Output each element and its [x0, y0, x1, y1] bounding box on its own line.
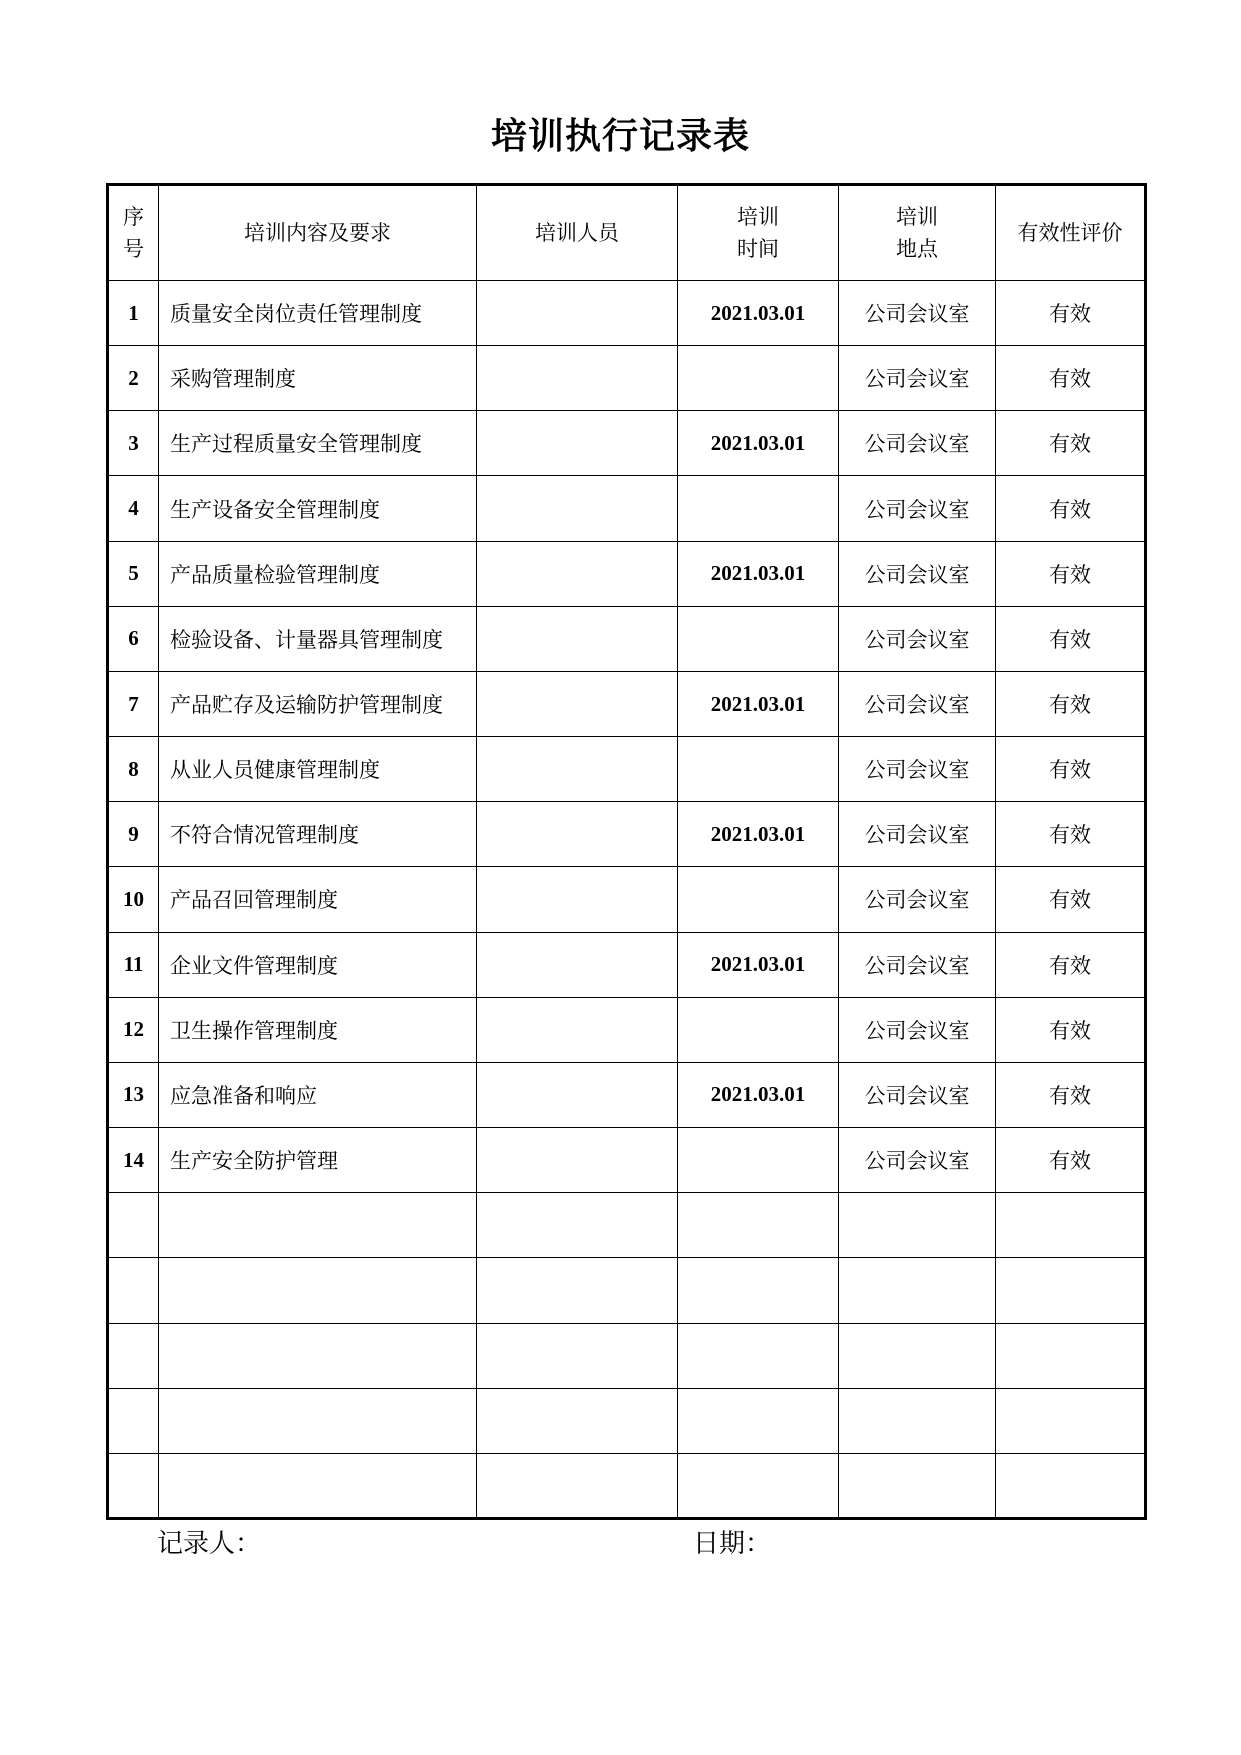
cell-content: 采购管理制度: [159, 346, 477, 411]
cell-time: [678, 1453, 839, 1518]
cell-content: [159, 1388, 477, 1453]
cell-time: [678, 1388, 839, 1453]
cell-place: [839, 1388, 996, 1453]
header-content: 培训内容及要求: [159, 185, 477, 281]
cell-people: [477, 476, 678, 541]
table-row: [108, 1062, 1146, 1127]
header-eval: 有效性评价: [996, 185, 1146, 281]
cell-time: [678, 346, 839, 411]
cell-eval: [996, 1453, 1146, 1518]
cell-time: 2021.03.01: [678, 541, 839, 606]
table-row: [108, 541, 1146, 606]
cell-people: [477, 1193, 678, 1258]
cell-eval: 有效: [996, 541, 1146, 606]
cell-eval: 有效: [996, 867, 1146, 932]
cell-content: 检验设备、计量器具管理制度: [159, 606, 477, 671]
header-place-line-2: 地点: [896, 237, 938, 261]
cell-people: [477, 541, 678, 606]
cell-people: [477, 1258, 678, 1323]
cell-eval: 有效: [996, 997, 1146, 1062]
cell-place: 公司会议室: [839, 932, 996, 997]
table-row: [108, 476, 1146, 541]
cell-no: 14: [108, 1128, 159, 1193]
table-row: [108, 671, 1146, 736]
table-row: [108, 1128, 1146, 1193]
cell-content: [159, 1193, 477, 1258]
cell-place: 公司会议室: [839, 606, 996, 671]
cell-content: 产品质量检验管理制度: [159, 541, 477, 606]
cell-content: 从业人员健康管理制度: [159, 737, 477, 802]
cell-content: 应急准备和响应: [159, 1062, 477, 1127]
cell-eval: 有效: [996, 802, 1146, 867]
cell-content: 质量安全岗位责任管理制度: [159, 281, 477, 346]
cell-time: [678, 1193, 839, 1258]
cell-people: [477, 932, 678, 997]
cell-people: [477, 1453, 678, 1518]
cell-content: 生产过程质量安全管理制度: [159, 411, 477, 476]
cell-no: 7: [108, 671, 159, 736]
header-no-line-2: 号: [123, 237, 144, 261]
cell-content: [159, 1258, 477, 1323]
recorder-label: 记录人：: [157, 1529, 262, 1559]
table-row: [108, 1388, 1146, 1453]
cell-people: [477, 281, 678, 346]
table-row: [108, 737, 1146, 802]
cell-place: 公司会议室: [839, 802, 996, 867]
header-people: 培训人员: [477, 185, 678, 281]
cell-eval: [996, 1193, 1146, 1258]
header-place: [839, 185, 996, 281]
cell-no: 8: [108, 737, 159, 802]
cell-content: 生产安全防护管理: [159, 1128, 477, 1193]
cell-time: 2021.03.01: [678, 932, 839, 997]
table-row: [108, 346, 1146, 411]
cell-eval: 有效: [996, 932, 1146, 997]
cell-eval: 有效: [996, 1128, 1146, 1193]
page-title: 培训执行记录表: [490, 116, 750, 157]
cell-eval: 有效: [996, 606, 1146, 671]
cell-place: 公司会议室: [839, 867, 996, 932]
cell-eval: 有效: [996, 411, 1146, 476]
cell-eval: 有效: [996, 281, 1146, 346]
cell-time: 2021.03.01: [678, 281, 839, 346]
cell-content: [159, 1453, 477, 1518]
cell-time: [678, 737, 839, 802]
cell-people: [477, 1323, 678, 1388]
cell-place: 公司会议室: [839, 541, 996, 606]
header-no: [108, 185, 159, 281]
cell-no: 2: [108, 346, 159, 411]
cell-no: 13: [108, 1062, 159, 1127]
cell-people: [477, 867, 678, 932]
cell-time: [678, 606, 839, 671]
cell-no: [108, 1388, 159, 1453]
table-row: [108, 802, 1146, 867]
cell-place: [839, 1258, 996, 1323]
table-row: [108, 867, 1146, 932]
cell-people: [477, 1062, 678, 1127]
cell-place: 公司会议室: [839, 476, 996, 541]
cell-no: 10: [108, 867, 159, 932]
cell-eval: [996, 1388, 1146, 1453]
header-no-line-1: 序: [123, 205, 144, 229]
cell-no: 12: [108, 997, 159, 1062]
cell-place: 公司会议室: [839, 411, 996, 476]
date-label: 日期：: [693, 1529, 772, 1559]
cell-time: [678, 476, 839, 541]
cell-time: [678, 997, 839, 1062]
cell-content: 生产设备安全管理制度: [159, 476, 477, 541]
cell-people: [477, 997, 678, 1062]
cell-time: 2021.03.01: [678, 671, 839, 736]
cell-place: 公司会议室: [839, 997, 996, 1062]
table-row: [108, 1193, 1146, 1258]
cell-people: [477, 671, 678, 736]
cell-time: [678, 1128, 839, 1193]
cell-place: 公司会议室: [839, 281, 996, 346]
cell-no: [108, 1258, 159, 1323]
cell-no: [108, 1453, 159, 1518]
header-time: [678, 185, 839, 281]
cell-people: [477, 411, 678, 476]
cell-no: [108, 1193, 159, 1258]
cell-content: 企业文件管理制度: [159, 932, 477, 997]
cell-no: 9: [108, 802, 159, 867]
cell-eval: 有效: [996, 346, 1146, 411]
cell-content: 不符合情况管理制度: [159, 802, 477, 867]
cell-eval: 有效: [996, 476, 1146, 541]
table-row: [108, 932, 1146, 997]
header-time-line-1: 培训: [737, 205, 779, 229]
cell-people: [477, 802, 678, 867]
cell-people: [477, 346, 678, 411]
cell-eval: [996, 1258, 1146, 1323]
cell-place: 公司会议室: [839, 1062, 996, 1127]
cell-time: [678, 1323, 839, 1388]
table-row: [108, 1258, 1146, 1323]
cell-content: 卫生操作管理制度: [159, 997, 477, 1062]
table-row: [108, 411, 1146, 476]
cell-no: 11: [108, 932, 159, 997]
cell-no: [108, 1323, 159, 1388]
cell-time: 2021.03.01: [678, 411, 839, 476]
cell-place: [839, 1193, 996, 1258]
cell-people: [477, 606, 678, 671]
training-record-table: [106, 183, 1147, 1520]
cell-eval: 有效: [996, 671, 1146, 736]
cell-no: 3: [108, 411, 159, 476]
table-row: [108, 1453, 1146, 1518]
cell-people: [477, 1388, 678, 1453]
cell-time: [678, 1258, 839, 1323]
table-row: [108, 281, 1146, 346]
cell-no: 1: [108, 281, 159, 346]
table-header-row: [108, 185, 1146, 281]
cell-eval: 有效: [996, 1062, 1146, 1127]
cell-people: [477, 1128, 678, 1193]
cell-time: [678, 867, 839, 932]
table-row: [108, 1323, 1146, 1388]
cell-time: 2021.03.01: [678, 1062, 839, 1127]
cell-content: 产品贮存及运输防护管理制度: [159, 671, 477, 736]
table-row: [108, 997, 1146, 1062]
cell-place: 公司会议室: [839, 737, 996, 802]
cell-no: 6: [108, 606, 159, 671]
cell-no: 4: [108, 476, 159, 541]
cell-eval: [996, 1323, 1146, 1388]
cell-place: [839, 1453, 996, 1518]
cell-no: 5: [108, 541, 159, 606]
header-place-line-1: 培训: [896, 205, 938, 229]
cell-eval: 有效: [996, 737, 1146, 802]
cell-content: 产品召回管理制度: [159, 867, 477, 932]
cell-place: 公司会议室: [839, 346, 996, 411]
header-time-line-2: 时间: [737, 237, 779, 261]
cell-people: [477, 737, 678, 802]
table-body: [108, 281, 1146, 1519]
cell-time: 2021.03.01: [678, 802, 839, 867]
cell-place: 公司会议室: [839, 1128, 996, 1193]
cell-content: [159, 1323, 477, 1388]
table-row: [108, 606, 1146, 671]
cell-place: 公司会议室: [839, 671, 996, 736]
cell-place: [839, 1323, 996, 1388]
